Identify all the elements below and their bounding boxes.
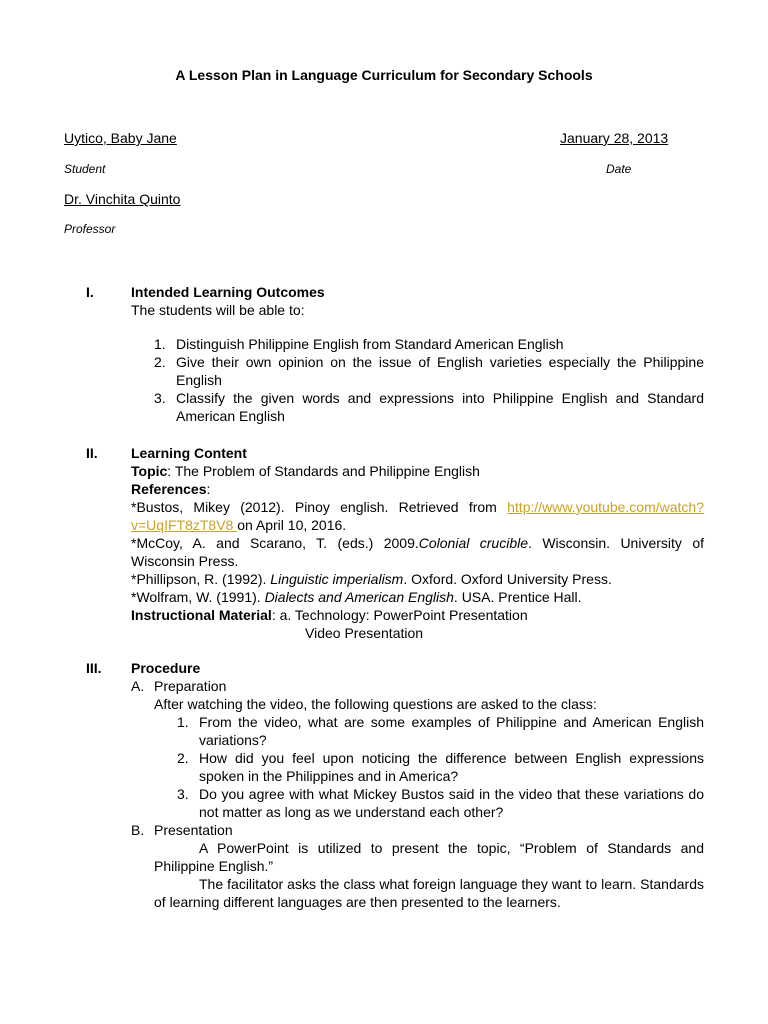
list-item: 3. Do you agree with what Mickey Bustos said in the video that these variations do not matter as long as we understand each other? [177, 786, 704, 820]
section-1-heading: Intended Learning Outcomes [131, 284, 325, 300]
reference-4: *Wolfram, W. (1991). Dialects and American English. USA. Prentice Hall. [131, 589, 582, 605]
subsection-a: A. Preparation [131, 678, 227, 694]
professor-label: Professor [64, 222, 116, 236]
outcomes-list [131, 335, 704, 425]
list-item: 2. Give their own opinion on the issue of English varieties especially the Philippine English [154, 354, 704, 388]
topic-line: Topic: The Problem of Standards and Philippine English [131, 463, 480, 479]
student-label: Student [64, 162, 106, 176]
youtube-link[interactable]: http://www.youtube.com/watch?v=UqIFT8zT8V8 [131, 499, 704, 533]
section-2 [131, 444, 704, 642]
presentation-para-1: A PowerPoint is utilized to present the topic, “Problem of Standards and Philippine English.” [154, 840, 704, 874]
references-heading: References: [131, 481, 211, 497]
subsection-b: B. Presentation [131, 822, 233, 838]
list-item: 3. Classify the given words and expressions into Philippine English and Standard American English [154, 390, 704, 424]
reference-2: *McCoy, A. and Scarano, T. (eds.) 2009.Colonial crucible. Wisconsin. University of Wisconsin Press. [131, 535, 705, 569]
list-item: 1. Distinguish Philippine English from Standard American English [154, 336, 564, 352]
section-1 [131, 283, 704, 425]
reference-3: *Phillipson, R. (1992). Linguistic imperialism. Oxford. Oxford University Press. [131, 571, 612, 587]
professor-name: Dr. Vinchita Quinto [64, 191, 181, 207]
instructional-material: Instructional Material: a. Technology: PowerPoint Presentation [131, 607, 528, 623]
date-value: January 28, 2013 [560, 130, 669, 146]
document-title: A Lesson Plan in Language Curriculum for Secondary Schools [175, 67, 593, 83]
student-name: Uytico, Baby Jane [64, 130, 177, 146]
reference-1: *Bustos, Mikey (2012). Pinoy english. Retrieved from http://www.youtube.com/watch?v=UqIFT8zT8V8 on April 10, 2016. [131, 499, 704, 533]
section-3 [131, 659, 704, 911]
questions-list [131, 713, 704, 821]
section-3-heading: Procedure [131, 660, 201, 676]
section-1-intro: The students will be able to: [131, 302, 305, 318]
section-1-numeral: I. [86, 284, 94, 300]
list-item: 2. How did you feel upon noticing the difference between English expressions spoken in the Philippines and in America? [177, 750, 704, 784]
instructional-material-2: Video Presentation [305, 625, 424, 641]
preparation-intro: After watching the video, the following questions are asked to the class: [154, 696, 597, 712]
date-label: Date [606, 162, 632, 176]
presentation-para-2: The facilitator asks the class what foreign language they want to learn. Standards of learning different languages are then presented to the learners. [154, 876, 704, 910]
section-2-numeral: II. [86, 445, 98, 461]
list-item: 1. From the video, what are some examples of Philippine and American English variations? [177, 714, 704, 748]
section-2-heading: Learning Content [131, 445, 247, 461]
section-3-numeral: III. [86, 660, 102, 676]
